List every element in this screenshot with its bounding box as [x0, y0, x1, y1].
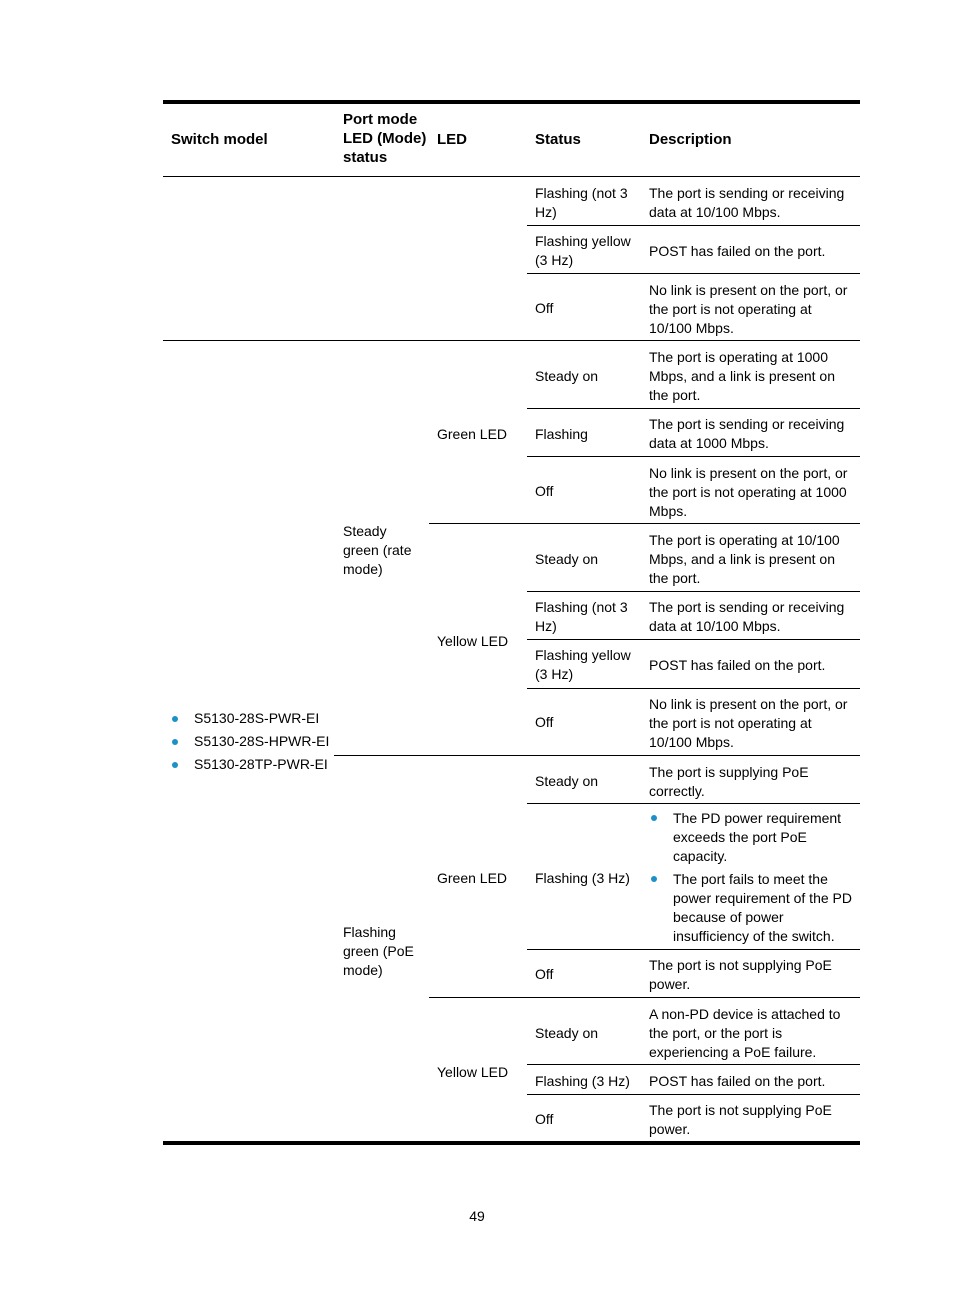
rate-yellow-row-1-description: The port is operating at 10/100 Mbps, and a link is present on the port. — [649, 532, 840, 586]
rate-yellow-row-1-status: Steady on — [535, 551, 599, 567]
row-divider — [527, 803, 860, 804]
poe-yellow-row-3-description: The port is not supplying PoE power. — [649, 1102, 832, 1137]
poe-green-row-2-bullet-2: The port fails to meet the power requirement of the PD because of power insufficiency of the switch. — [673, 871, 852, 944]
row-divider — [527, 1094, 860, 1095]
page-number: 49 — [469, 1208, 485, 1224]
header-led: LED — [437, 131, 467, 148]
bullet-icon — [651, 815, 657, 821]
rate-green-row-1-status: Steady on — [535, 368, 599, 384]
rate-yellow-row-3-status: Flashing yellow (3 Hz) — [535, 647, 631, 682]
poe-green-row-1-description: The port is supplying PoE correctly. — [649, 764, 809, 799]
poe-yellow-row-2-status: Flashing (3 Hz) — [535, 1073, 630, 1089]
header-description: Description — [649, 131, 732, 148]
row-divider — [527, 408, 860, 409]
rate-green-led-label: Green LED — [437, 426, 508, 442]
row-divider — [527, 949, 860, 950]
rate-green-row-2-status: Flashing — [535, 426, 588, 442]
rate-green-row-3-status: Off — [535, 483, 554, 499]
rate-mode-label: Steady green (rate mode) — [343, 523, 412, 577]
poe-yellow-led-label: Yellow LED — [437, 1064, 509, 1080]
row-divider — [527, 456, 860, 457]
model-item-1: S5130-28S-PWR-EI — [194, 710, 320, 726]
rate-yellow-led-label: Yellow LED — [437, 633, 509, 649]
led-divider — [429, 997, 860, 998]
table-bottom-rule — [163, 1141, 860, 1145]
poe-green-row-3-description: The port is not supplying PoE power. — [649, 957, 832, 992]
bullet-icon — [172, 762, 178, 768]
cont-row-1-description: The port is sending or receiving data at 10/100 Mbps. — [649, 185, 845, 220]
row-divider — [527, 591, 860, 592]
rate-green-row-1-description: The port is operating at 1000 Mbps, and a link is present on the port. — [649, 349, 835, 403]
led-divider — [429, 523, 860, 524]
header-port-mode-status: Port mode LED (Mode) status — [343, 111, 427, 166]
rate-yellow-row-2-description: The port is sending or receiving data at 10/100 Mbps. — [649, 599, 845, 634]
rate-green-row-3-description: No link is present on the port, or the port is not operating at 1000 Mbps. — [649, 465, 848, 519]
bullet-icon — [172, 716, 178, 722]
header-bottom-rule — [163, 176, 860, 177]
header-switch-model: Switch model — [171, 131, 268, 148]
poe-yellow-row-1-status: Steady on — [535, 1025, 599, 1041]
row-divider — [527, 1064, 860, 1065]
row-divider — [527, 273, 860, 274]
cont-row-2-status: Flashing yellow (3 Hz) — [535, 233, 631, 268]
poe-green-row-1-status: Steady on — [535, 773, 599, 789]
poe-green-row-2-status: Flashing (3 Hz) — [535, 870, 630, 886]
rate-green-row-2-description: The port is sending or receiving data at 1000 Mbps. — [649, 416, 845, 451]
cont-row-3-status: Off — [535, 300, 554, 316]
row-divider — [527, 639, 860, 640]
rate-yellow-row-4-status: Off — [535, 714, 554, 730]
poe-mode-label: Flashing green (PoE mode) — [343, 924, 414, 978]
poe-green-led-label: Green LED — [437, 870, 508, 886]
row-divider — [527, 688, 860, 689]
bullet-icon — [651, 876, 657, 882]
model-item-3: S5130-28TP-PWR-EI — [194, 756, 328, 772]
poe-green-row-3-status: Off — [535, 966, 554, 982]
rate-yellow-row-3-description: POST has failed on the port. — [649, 657, 826, 673]
poe-yellow-row-1-description: A non-PD device is attached to the port, or the port is experiencing a PoE failure. — [649, 1006, 841, 1060]
cont-row-2-description: POST has failed on the port. — [649, 243, 826, 259]
mode-divider — [334, 755, 860, 756]
rate-yellow-row-2-status: Flashing (not 3 Hz) — [535, 599, 628, 634]
poe-yellow-row-3-status: Off — [535, 1111, 554, 1127]
cont-row-1-status: Flashing (not 3 Hz) — [535, 185, 628, 220]
row-divider — [527, 225, 860, 226]
bullet-icon — [172, 739, 178, 745]
cont-row-3-description: No link is present on the port, or the port is not operating at 10/100 Mbps. — [649, 282, 848, 336]
poe-yellow-row-2-description: POST has failed on the port. — [649, 1073, 826, 1089]
section-divider — [163, 340, 860, 341]
poe-green-row-2-bullet-1: The PD power requirement exceeds the port PoE capacity. — [673, 810, 842, 864]
header-status: Status — [535, 131, 581, 148]
rate-yellow-row-4-description: No link is present on the port, or the port is not operating at 10/100 Mbps. — [649, 696, 848, 750]
model-item-2: S5130-28S-HPWR-EI — [194, 733, 330, 749]
table-top-rule — [163, 100, 860, 104]
